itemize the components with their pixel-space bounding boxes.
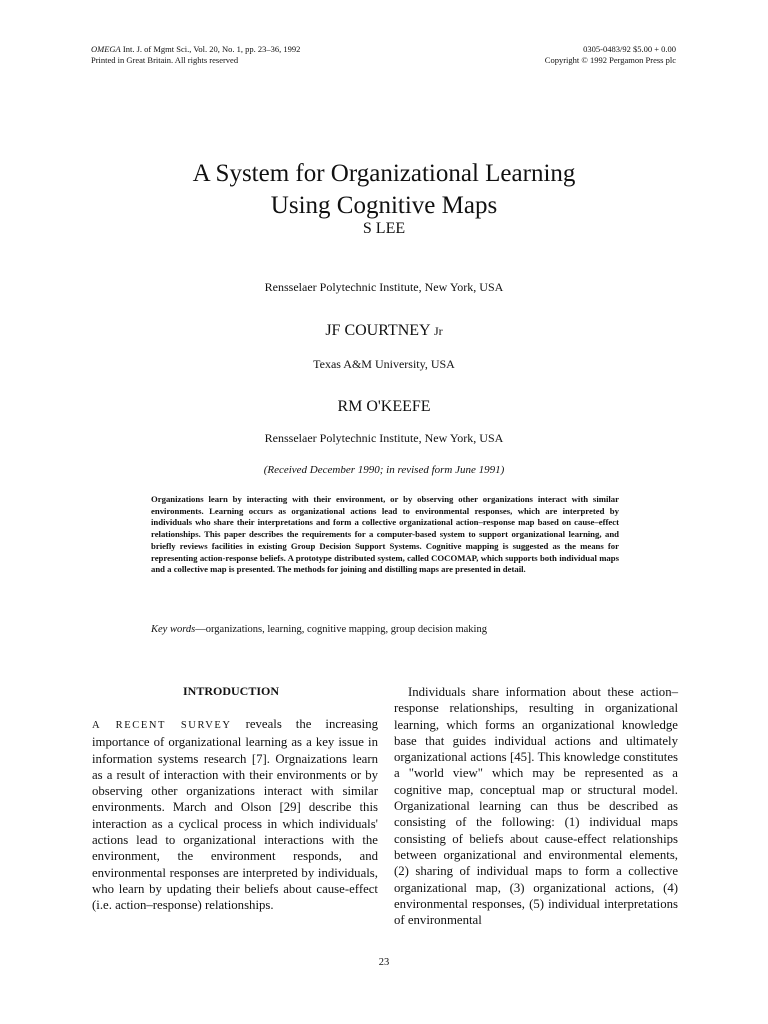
citation-details: Int. J. of Mgmt Sci., Vol. 20, No. 1, pp. 23–36, 1992 [120,44,301,54]
author-name-2 [0,322,768,340]
section-heading-introduction: INTRODUCTION [183,684,280,698]
journal-header [91,44,300,66]
paper-title [0,158,768,222]
body-column-left [92,716,378,914]
left-column-text: reveals the increasing importance of organizational learning as a key issue in information systems research [7]. Orgnaizations learn as a result of interaction with their environments or by observing other organizations interact with similar environments. March and Olson [29] describe this interaction as a cyclical process in which individuals' actions lead to organizational interactions with the environment, the environment responds, and environmental responses are interpreted by individuals, who learn by updating their beliefs about cause-effect (i.e. action–response) relationships. [92,717,378,913]
page-number: 23 [378,957,390,968]
printed-notice: Printed in Great Britain. All rights reserved [91,55,239,65]
title-line-1: A System for Organizational Learning [192,160,576,187]
price-code: 0305-0483/92 $5.00 + 0.00 [583,44,676,54]
author-name-2-main: JF COURTNEY [325,322,434,339]
right-column-text: Individuals share information about these action–response relationships, resulting in organizational learning, which forms an organizational knowledge base that guides individual actions and ultimately organizational actions [45]. This knowledge constitutes a "world view" which may be represented as a cognitive map, conceptual map or structural model. Organizational learning can thus be described as consisting of the following: (1) individual maps consisting of beliefs about cause-effect relationships between organizational and environmental elements, (2) sharing of individual maps to form a collective organizational map, (3) organizational actions, (4) environmental responses, (5) individual interpretations of environmental [394,685,678,928]
keywords-text: —organizations, learning, cognitive mapping, group decision making [195,624,487,635]
copyright-line: Copyright © 1992 Pergamon Press plc [544,55,676,65]
keywords-label: Key words [151,624,196,635]
author-name-2-suffix: Jr [434,324,443,338]
author-affiliation-3: Rensselaer Polytechnic Institute, New York, USA [264,431,504,445]
received-dates: (Received December 1990; in revised form June 1991) [263,464,505,476]
abstract: Organizations learn by interacting with their environment, or by observing other organizations interact with similar environments. Learning occurs as organizational actions lead to environmental responses, which are interpreted by individuals who share their interpretations and form a collective organizational action–response map based on cause–effect relationships. This paper describes the requirements for a computer-based system to support organizational learning, and briefly reviews facilities in existing Group Decision Support Systems. Cognitive mapping is suggested as the means for representing action-response beliefs. A prototype distributed system, called COCOMAP, which supports both individual maps and a collective map is presented. The methods for joining and distilling maps are presented in detail. [151,494,619,575]
author-name-3: RM O'KEEFE [337,398,431,415]
body-column-right [394,684,678,928]
lead-in-small-caps: A RECENT SURVEY [92,720,232,731]
title-line-2: Using Cognitive Maps [270,192,498,219]
journal-name: OMEGA [91,44,121,54]
author-name-1: S LEE [362,220,406,237]
keywords [151,624,631,635]
author-affiliation-2: Texas A&M University, USA [313,357,455,371]
copyright-header [545,44,676,66]
author-affiliation-1: Rensselaer Polytechnic Institute, New York, USA [264,280,504,294]
journal-citation [91,44,300,55]
